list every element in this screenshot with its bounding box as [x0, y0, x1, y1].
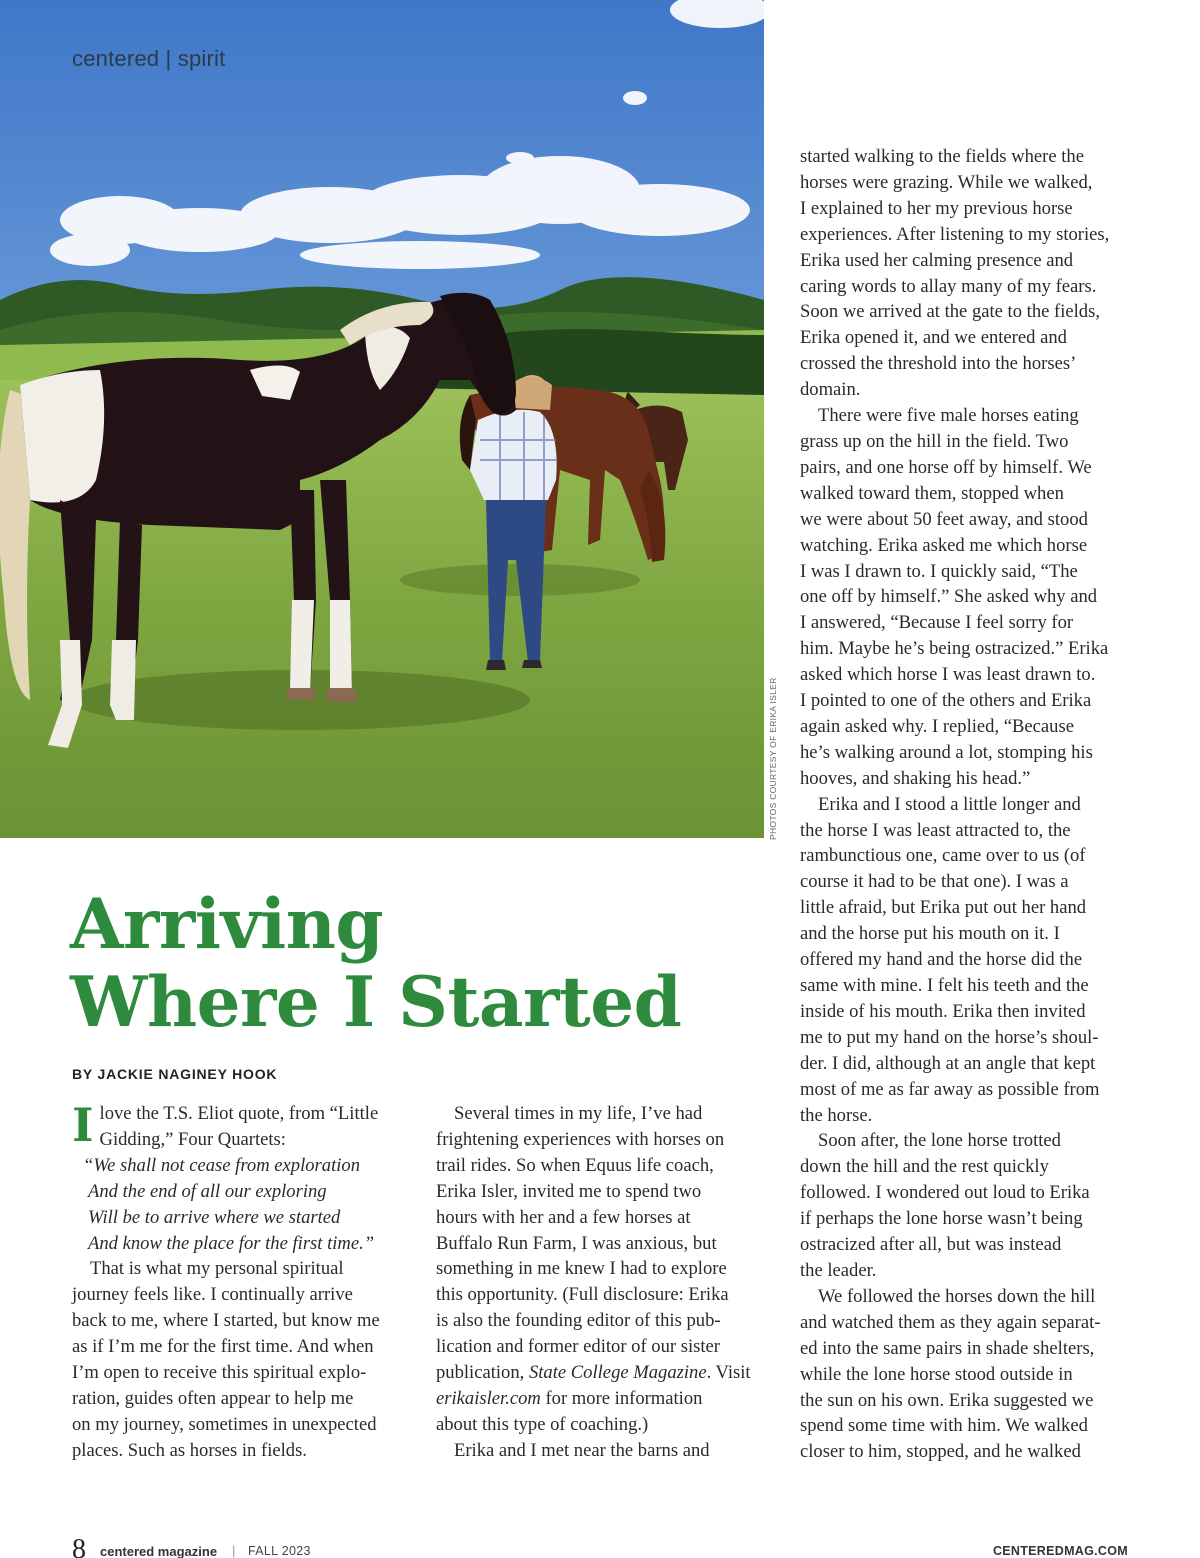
text-line: horses were grazing. While we walked,	[800, 171, 1093, 193]
text-line: the horse I was least attracted to, the	[800, 819, 1071, 841]
text-line: him. Maybe he’s being ostracized.” Erika	[800, 638, 1109, 660]
text-line: That is what my personal spiritual	[90, 1258, 344, 1280]
text-line: started walking to the fields where the	[800, 146, 1084, 167]
text-line: followed. I wondered out loud to Erika	[800, 1182, 1090, 1204]
text-line: places. Such as horses in fields.	[72, 1439, 307, 1461]
paragraph	[800, 1128, 1140, 1283]
text-line: There were five male horses eating	[818, 405, 1079, 427]
text-line: domain.	[800, 379, 861, 401]
text-line: me to put my hand on the horse’s shoul-	[800, 1026, 1099, 1048]
text-line: ed into the same pairs in shade shelters,	[800, 1337, 1095, 1359]
text-line: we were about 50 feet away, and stood	[800, 508, 1088, 530]
paragraph	[800, 792, 1140, 1129]
text-line: down the hill and the rest quickly	[800, 1156, 1049, 1178]
text-line: I’m open to receive this spiritual explo-	[72, 1362, 367, 1384]
paragraph	[800, 1284, 1140, 1465]
website-url[interactable]: CENTEREDMAG.COM	[992, 1544, 1128, 1558]
paragraph	[800, 144, 1140, 403]
photo-credit-text: PHOTOS COURTESY OF ERIKA ISLER	[768, 677, 778, 840]
text-fragment: . Visit	[706, 1362, 751, 1384]
text-line: crossed the threshold into the horses’	[800, 353, 1077, 375]
text-line: the leader.	[800, 1259, 877, 1281]
text-line: Gidding,” Four Quartets:	[99, 1128, 286, 1150]
text-line: hooves, and shaking his head.”	[800, 767, 1031, 789]
text-line	[436, 1386, 766, 1412]
publication-name: centered magazine	[100, 1544, 218, 1558]
drop-cap: I	[72, 1098, 94, 1152]
text-line: der. I did, although at an angle that kept	[800, 1052, 1096, 1074]
text-line: the sun on his own. Erika suggested we	[800, 1389, 1094, 1411]
text-line: offered my hand and the horse did the	[800, 949, 1083, 971]
quote-line: Will be to arrive where we started	[88, 1206, 341, 1228]
text-line: Soon after, the lone horse trotted	[818, 1130, 1061, 1152]
text-line: Erika and I stood a little longer and	[818, 793, 1081, 815]
text-line	[436, 1360, 766, 1386]
body-column-2	[436, 1101, 766, 1464]
text-line: walked toward them, stopped when	[800, 482, 1064, 504]
paragraph	[800, 403, 1140, 792]
text-line: the horse.	[800, 1104, 873, 1126]
text-line: spend some time with him. We walked	[800, 1415, 1088, 1437]
text-fragment: publication,	[436, 1362, 529, 1384]
text-line: little afraid, but Erika put out her hand	[800, 897, 1087, 919]
text-line: asked which horse I was least drawn to.	[800, 664, 1096, 686]
page-footer	[72, 1536, 1128, 1558]
text-line: he’s walking around a lot, stomping his	[800, 741, 1093, 763]
text-line: Erika and I met near the barns and	[454, 1439, 710, 1461]
byline: BY JACKIE NAGINEY HOOK	[72, 1066, 278, 1082]
text-line: and the horse put his mouth on it. I	[800, 923, 1060, 945]
text-line: is also the founding editor of this pub-	[436, 1310, 721, 1332]
text-line: about this type of coaching.)	[436, 1413, 649, 1435]
photo-credit	[766, 677, 780, 844]
eliot-quote	[72, 1153, 404, 1257]
text-line: lication and former editor of our sister	[436, 1336, 720, 1358]
text-line: rambunctious one, came over to us (of	[800, 845, 1086, 867]
text-line: most of me as far away as possible from	[800, 1078, 1100, 1100]
text-line: pairs, and one horse off by himself. We	[800, 456, 1092, 478]
text-line: closer to him, stopped, and he walked	[800, 1441, 1081, 1463]
body-column-1	[72, 1098, 404, 1464]
body-column-3	[800, 144, 1140, 1465]
text-line: trail rides. So when Equus life coach,	[436, 1154, 714, 1176]
issue-date: FALL 2023	[248, 1544, 311, 1558]
text-line: ration, guides often appear to help me	[72, 1387, 354, 1409]
text-line: Buffalo Run Farm, I was anxious, but	[436, 1232, 717, 1254]
text-line: again asked why. I replied, “Because	[800, 715, 1074, 737]
text-line: frightening experiences with horses on	[436, 1128, 725, 1150]
footer-separator: |	[232, 1543, 236, 1558]
text-line: inside of his mouth. Erika then invited	[800, 1000, 1086, 1022]
text-line: something in me knew I had to explore	[436, 1258, 727, 1280]
text-line: grass up on the hill in the field. Two	[800, 430, 1069, 452]
text-line: hours with her and a few horses at	[436, 1206, 691, 1228]
text-line: course it had to be that one). I was a	[800, 871, 1069, 893]
text-line: Erika opened it, and we entered and	[800, 327, 1067, 349]
text-line: on my journey, sometimes in unexpected	[72, 1413, 377, 1435]
text-line: watching. Erika asked me which horse	[800, 534, 1088, 556]
text-line: Erika Isler, invited me to spend two	[436, 1180, 702, 1202]
section-label: centered | spirit	[72, 46, 226, 71]
text-line: journey feels like. I continually arrive	[72, 1284, 353, 1306]
quote-line: And the end of all our exploring	[88, 1180, 327, 1202]
text-line: and watched them as they again separat-	[800, 1311, 1101, 1333]
text-fragment: for more information	[540, 1387, 703, 1409]
text-line: I pointed to one of the others and Erika	[800, 690, 1092, 712]
text-line: love the T.S. Eliot quote, from “Little	[99, 1103, 379, 1124]
page-number: 8	[72, 1534, 86, 1558]
text-line: I answered, “Because I feel sorry for	[800, 612, 1074, 634]
magazine-title: State College Magazine	[528, 1362, 707, 1384]
article-title-line-2: Where I Started	[70, 962, 682, 1043]
text-line: ostracized after all, but was instead	[800, 1234, 1062, 1256]
text-line: Erika used her calming presence and	[800, 249, 1074, 271]
text-line: Several times in my life, I’ve had	[454, 1103, 703, 1124]
text-line: while the lone horse stood outside in	[800, 1363, 1073, 1385]
hero-photo	[0, 0, 764, 838]
article-title	[70, 886, 750, 1042]
article-title-line-1: Arriving	[70, 884, 384, 965]
text-line: I explained to her my previous horse	[800, 197, 1073, 219]
text-line: Soon we arrived at the gate to the fields,	[800, 301, 1100, 323]
text-line: back to me, where I started, but know me	[72, 1310, 380, 1332]
text-line: experiences. After listening to my stories,	[800, 223, 1110, 245]
quote-line: “We shall not cease from exploration	[83, 1154, 360, 1176]
text-line: one off by himself.” She asked why and	[800, 586, 1098, 608]
horses-field-illustration	[0, 0, 764, 838]
website-link[interactable]: erikaisler.com	[436, 1387, 541, 1409]
text-line: this opportunity. (Full disclosure: Erika	[436, 1284, 729, 1306]
text-line: as if I’m me for the first time. And when	[72, 1336, 374, 1358]
text-line: same with mine. I felt his teeth and the	[800, 975, 1089, 996]
text-line: if perhaps the lone horse wasn’t being	[800, 1208, 1083, 1230]
text-line: caring words to allay many of my fears.	[800, 275, 1097, 297]
quote-line: And know the place for the first time.”	[88, 1232, 375, 1254]
text-line: We followed the horses down the hill	[818, 1285, 1096, 1307]
text-line: I was I drawn to. I quickly said, “The	[800, 560, 1078, 582]
